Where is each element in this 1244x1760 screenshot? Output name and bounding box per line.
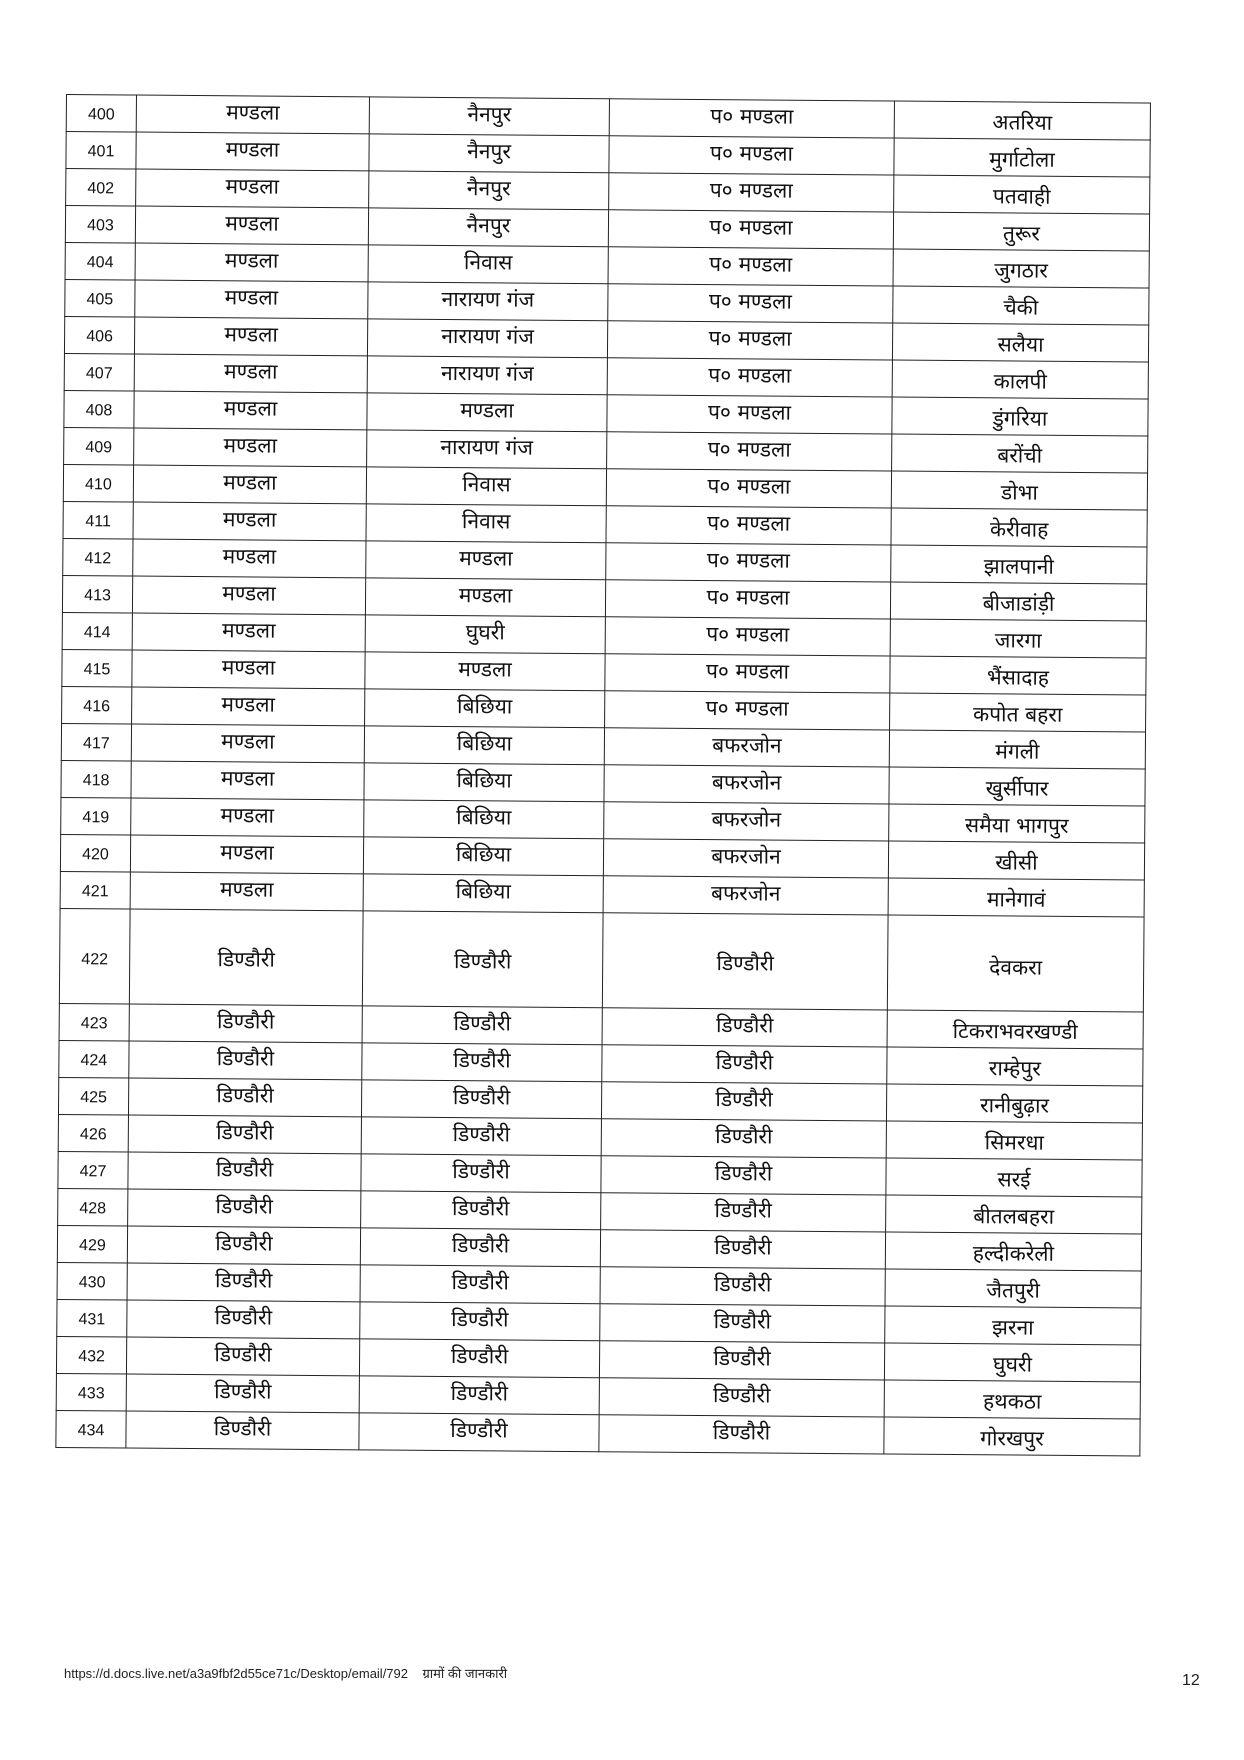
- village-cell: बीतलबहरा: [886, 1195, 1142, 1234]
- serial-cell: 401: [66, 132, 136, 170]
- village-cell: डोभा: [891, 471, 1147, 510]
- district-cell: मण्डला: [131, 761, 364, 800]
- serial-cell: 419: [61, 797, 131, 835]
- block-cell: बिछिया: [363, 837, 603, 876]
- table-row: [56, 1410, 1140, 1456]
- district-cell: मण्डला: [133, 539, 366, 578]
- block-cell: बिछिया: [364, 763, 604, 802]
- village-cell: खीसी: [888, 841, 1144, 880]
- district-cell: मण्डला: [134, 354, 367, 393]
- block-cell: बिछिया: [364, 726, 604, 765]
- block-cell: डिण्डौरी: [359, 1376, 599, 1415]
- village-cell: हल्दीकरेली: [885, 1232, 1141, 1271]
- division-cell: प० मण्डला: [608, 210, 893, 249]
- district-cell: मण्डला: [135, 206, 368, 245]
- village-cell: खुर्सीपार: [889, 767, 1145, 806]
- village-cell: झरना: [885, 1306, 1141, 1345]
- serial-cell: 432: [56, 1336, 126, 1374]
- serial-cell: 426: [58, 1114, 128, 1152]
- district-cell: मण्डला: [134, 428, 367, 467]
- serial-cell: 412: [63, 538, 133, 576]
- footer-path: [64, 1664, 507, 1682]
- village-cell: हथकठा: [884, 1380, 1140, 1419]
- serial-cell: 420: [60, 834, 130, 872]
- block-cell: बिछिया: [363, 874, 603, 913]
- village-cell: बीजाडांड़ी: [890, 582, 1146, 621]
- serial-cell: 402: [66, 169, 136, 207]
- serial-cell: 418: [61, 760, 131, 798]
- block-cell: डिण्डौरी: [361, 1080, 601, 1119]
- district-cell: मण्डला: [134, 391, 367, 430]
- district-cell: मण्डला: [132, 613, 365, 652]
- division-cell: प० मण्डला: [609, 99, 894, 138]
- block-cell: डिण्डौरी: [361, 1117, 601, 1156]
- block-cell: निवास: [368, 245, 608, 284]
- serial-cell: 413: [62, 575, 132, 613]
- division-cell: बफरजोन: [604, 765, 889, 804]
- block-cell: डिण्डौरी: [359, 1413, 599, 1452]
- block-cell: घुघरी: [365, 615, 605, 654]
- page-number: 12: [1182, 1672, 1200, 1689]
- village-cell: मुर्गाटोला: [894, 138, 1150, 177]
- division-cell: प० मण्डला: [606, 543, 891, 582]
- serial-cell: 425: [58, 1077, 128, 1115]
- block-cell: मण्डला: [366, 541, 606, 580]
- village-cell: राम्हेपुर: [887, 1047, 1143, 1086]
- district-cell: मण्डला: [135, 280, 368, 319]
- division-cell: प० मण्डला: [606, 469, 891, 508]
- village-cell: सलैया: [892, 323, 1148, 362]
- division-cell: डिण्डौरी: [599, 1341, 884, 1380]
- division-cell: डिण्डौरी: [602, 1045, 887, 1084]
- division-cell: प० मण्डला: [607, 395, 892, 434]
- village-cell: जैतपुरी: [885, 1269, 1141, 1308]
- village-cell: घुघरी: [884, 1343, 1140, 1382]
- village-cell: चैकी: [893, 286, 1149, 325]
- district-cell: डिण्डौरी: [126, 1374, 359, 1413]
- division-cell: प० मण्डला: [608, 284, 893, 323]
- village-table: [55, 94, 1151, 1456]
- district-cell: डिण्डौरी: [129, 909, 363, 1006]
- village-cell: रानीबुढ़ार: [886, 1084, 1142, 1123]
- district-cell: डिण्डौरी: [127, 1263, 360, 1302]
- block-cell: नैनपुर: [369, 134, 609, 173]
- village-cell: समैया भागपुर: [889, 804, 1145, 843]
- district-cell: मण्डला: [132, 650, 365, 689]
- block-cell: डिण्डौरी: [361, 1154, 601, 1193]
- division-cell: डिण्डौरी: [602, 913, 888, 1010]
- serial-cell: 405: [65, 279, 135, 317]
- division-cell: प० मण्डला: [605, 691, 890, 730]
- division-cell: डिण्डौरी: [600, 1267, 885, 1306]
- district-cell: मण्डला: [133, 502, 366, 541]
- division-cell: डिण्डौरी: [599, 1415, 884, 1454]
- division-cell: प० मण्डला: [607, 432, 892, 471]
- serial-cell: 417: [61, 723, 131, 761]
- serial-cell: 410: [63, 464, 133, 502]
- block-cell: डिण्डौरी: [359, 1339, 599, 1378]
- serial-cell: 400: [66, 95, 136, 133]
- district-cell: मण्डला: [136, 95, 369, 134]
- division-cell: डिण्डौरी: [601, 1119, 886, 1158]
- district-cell: डिण्डौरी: [129, 1041, 362, 1080]
- block-cell: बिछिया: [365, 689, 605, 728]
- block-cell: डिण्डौरी: [360, 1302, 600, 1341]
- district-cell: डिण्डौरी: [128, 1078, 361, 1117]
- block-cell: बिछिया: [364, 800, 604, 839]
- division-cell: डिण्डौरी: [601, 1193, 886, 1232]
- serial-cell: 431: [57, 1299, 127, 1337]
- division-cell: बफरजोन: [603, 839, 888, 878]
- serial-cell: 424: [59, 1040, 129, 1078]
- district-cell: मण्डला: [130, 835, 363, 874]
- village-cell: कालपी: [892, 360, 1148, 399]
- village-cell: पतवाही: [894, 175, 1150, 214]
- serial-cell: 433: [56, 1373, 126, 1411]
- village-cell: टिकराभवरखण्डी: [887, 1010, 1143, 1049]
- division-cell: डिण्डौरी: [601, 1082, 886, 1121]
- district-cell: डिण्डौरी: [129, 1004, 362, 1043]
- block-cell: डिण्डौरी: [362, 911, 603, 1008]
- district-cell: मण्डला: [133, 465, 366, 504]
- district-cell: डिण्डौरी: [126, 1411, 359, 1450]
- district-cell: मण्डला: [132, 687, 365, 726]
- block-cell: डिण्डौरी: [360, 1265, 600, 1304]
- block-cell: डिण्डौरी: [360, 1228, 600, 1267]
- block-cell: नारायण गंज: [368, 282, 608, 321]
- block-cell: नारायण गंज: [367, 430, 607, 469]
- district-cell: मण्डला: [135, 243, 368, 282]
- serial-cell: 423: [59, 1003, 129, 1041]
- block-cell: डिण्डौरी: [362, 1006, 602, 1045]
- village-cell: झालपानी: [891, 545, 1147, 584]
- serial-cell: 421: [60, 871, 130, 909]
- block-cell: मण्डला: [365, 578, 605, 617]
- division-cell: प० मण्डला: [609, 173, 894, 212]
- serial-cell: 428: [58, 1188, 128, 1226]
- district-cell: डिण्डौरी: [128, 1115, 361, 1154]
- district-cell: डिण्डौरी: [126, 1337, 359, 1376]
- serial-cell: 409: [64, 427, 134, 465]
- division-cell: प० मण्डला: [607, 321, 892, 360]
- table-body: [56, 95, 1151, 1456]
- village-cell: मंगली: [889, 730, 1145, 769]
- table-row: [59, 908, 1144, 1012]
- block-cell: डिण्डौरी: [361, 1191, 601, 1230]
- division-cell: डिण्डौरी: [599, 1378, 884, 1417]
- division-cell: प० मण्डला: [609, 136, 894, 175]
- division-cell: प० मण्डला: [608, 247, 893, 286]
- village-cell: सिमरधा: [886, 1121, 1142, 1160]
- serial-cell: 430: [57, 1262, 127, 1300]
- footer-url: https://d.docs.live.net/a3a9fbf2d55ce71c/Desktop/email/792: [64, 1666, 408, 1681]
- block-cell: नैनपुर: [369, 171, 609, 210]
- district-cell: मण्डला: [131, 798, 364, 837]
- division-cell: प० मण्डला: [605, 617, 890, 656]
- block-cell: मण्डला: [367, 393, 607, 432]
- division-cell: डिण्डौरी: [601, 1156, 886, 1195]
- district-cell: डिण्डौरी: [128, 1152, 361, 1191]
- serial-cell: 414: [62, 612, 132, 650]
- division-cell: डिण्डौरी: [602, 1008, 887, 1047]
- serial-cell: 427: [58, 1151, 128, 1189]
- district-cell: मण्डला: [136, 169, 369, 208]
- serial-cell: 415: [62, 649, 132, 687]
- district-cell: डिण्डौरी: [127, 1226, 360, 1265]
- serial-cell: 422: [59, 908, 130, 1004]
- block-cell: नारायण गंज: [367, 319, 607, 358]
- serial-cell: 406: [64, 316, 134, 354]
- serial-cell: 404: [65, 242, 135, 280]
- division-cell: बफरजोन: [604, 802, 889, 841]
- village-cell: कपोत बहरा: [890, 693, 1146, 732]
- village-cell: भैंसादाह: [890, 656, 1146, 695]
- serial-cell: 429: [57, 1225, 127, 1263]
- division-cell: प० मण्डला: [605, 654, 890, 693]
- division-cell: बफरजोन: [604, 728, 889, 767]
- division-cell: बफरजोन: [603, 876, 888, 915]
- district-cell: डिण्डौरी: [128, 1189, 361, 1228]
- division-cell: प० मण्डला: [605, 580, 890, 619]
- district-cell: डिण्डौरी: [127, 1300, 360, 1339]
- serial-cell: 434: [56, 1410, 126, 1448]
- village-cell: देवकरा: [887, 915, 1144, 1012]
- block-cell: निवास: [366, 467, 606, 506]
- village-cell: केरीवाह: [891, 508, 1147, 547]
- district-cell: मण्डला: [136, 132, 369, 171]
- division-cell: डिण्डौरी: [600, 1230, 885, 1269]
- division-cell: प० मण्डला: [607, 358, 892, 397]
- village-cell: डुंगरिया: [892, 397, 1148, 436]
- block-cell: नैनपुर: [369, 97, 609, 136]
- village-cell: जारगा: [890, 619, 1146, 658]
- division-cell: डिण्डौरी: [600, 1304, 885, 1343]
- village-cell: जुगठार: [893, 249, 1149, 288]
- village-cell: सरई: [886, 1158, 1142, 1197]
- serial-cell: 411: [63, 501, 133, 539]
- village-cell: गोरखपुर: [884, 1417, 1140, 1456]
- block-cell: नैनपुर: [368, 208, 608, 247]
- serial-cell: 407: [64, 353, 134, 391]
- village-cell: बरोंची: [892, 434, 1148, 473]
- serial-cell: 403: [65, 206, 135, 244]
- district-cell: मण्डला: [130, 872, 363, 911]
- serial-cell: 408: [64, 390, 134, 428]
- block-cell: नारायण गंज: [367, 356, 607, 395]
- district-cell: मण्डला: [132, 576, 365, 615]
- block-cell: डिण्डौरी: [362, 1043, 602, 1082]
- division-cell: प० मण्डला: [606, 506, 891, 545]
- village-cell: मानेगावं: [888, 878, 1144, 917]
- block-cell: मण्डला: [365, 652, 605, 691]
- village-cell: अतरिया: [894, 101, 1150, 140]
- serial-cell: 416: [62, 686, 132, 724]
- block-cell: निवास: [366, 504, 606, 543]
- district-cell: मण्डला: [131, 724, 364, 763]
- footer-title: ग्रामों की जानकारी: [422, 1666, 508, 1681]
- village-cell: तुरूर: [893, 212, 1149, 251]
- district-cell: मण्डला: [134, 317, 367, 356]
